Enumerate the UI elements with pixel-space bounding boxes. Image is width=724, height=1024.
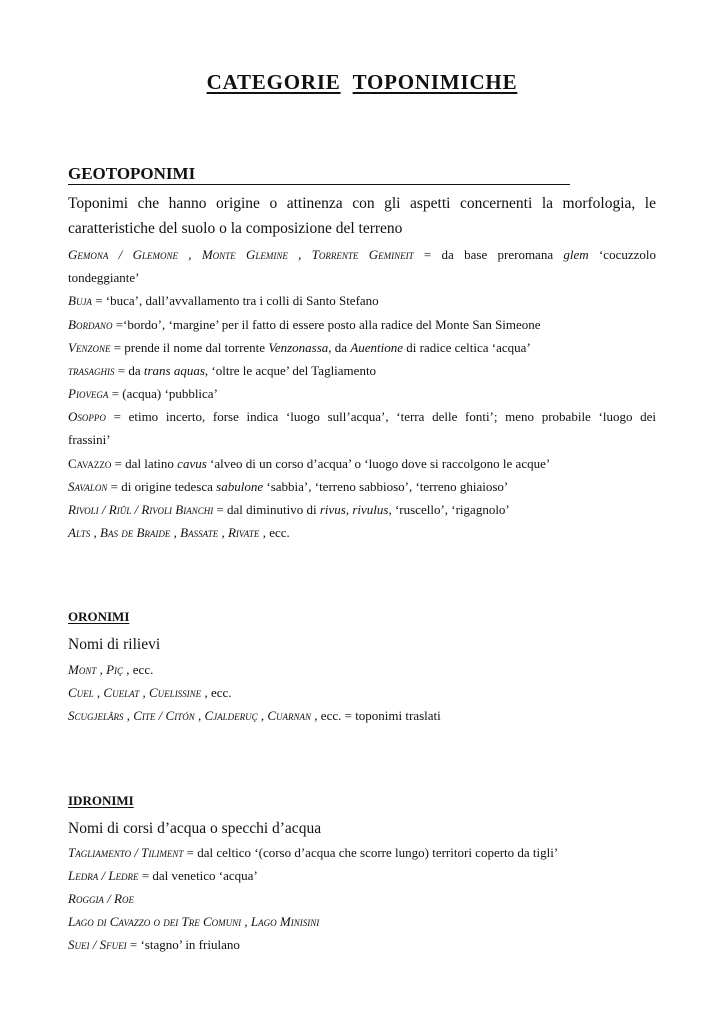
entry-savalon [68,479,656,495]
entry-buja [68,293,656,309]
entry-trasaghis [68,363,656,379]
toponym-etymon: Venzonassa [268,340,329,355]
toponym-desc: = dal celtico ‘(corso d’acqua che scorre lungo) territori coperto da tigli’ [183,845,559,860]
entry-venzone [68,340,656,356]
toponym-desc: = dal latino [111,456,178,471]
toponym-etymon: trans aquas [143,363,205,378]
toponym-name: Roggia / Roe [68,891,134,906]
toponym-name: Ledra / Ledre [68,868,139,883]
toponym-name: Rivoli / Riûl / Rivoli Bianchi [68,502,214,517]
entry-alts [68,525,656,541]
toponym-desc: , ecc. = toponimi traslati [311,708,441,723]
entry-roggia [68,891,656,907]
entry-tagliamento [68,845,656,861]
geotoponimi-intro-line-2: caratteristiche del suolo o la composizione del terreno [68,220,403,237]
toponym-desc: , ecc. [259,525,290,540]
title-word-2: TOPONIMICHE [352,70,518,94]
entry-gemona [68,247,656,263]
toponym-names: Scugjelârs , Cite / Citón , Cjalderuç , Cuarnan [68,708,312,723]
toponym-desc: =‘bordo’, ‘margine’ per il fatto di essere posto alla radice del Monte San Simeone [112,317,541,332]
toponym-names: Alts , Bas de Braide , Bassate , Rivate [68,525,260,540]
idronimi-heading: IDRONIMI [68,793,134,808]
entry-ledra [68,868,656,884]
toponym-desc: = da [114,363,144,378]
entry-bordano [68,317,656,333]
page-title [0,69,724,95]
toponym-desc: , [345,502,353,517]
toponym-desc: = dal diminutivo di [213,502,320,517]
idronimi-intro: Nomi di corsi d’acqua o specchi d’acqua [68,820,322,837]
toponym-name: Suei / Sfuei [68,937,127,952]
toponym-etymon: rivus [319,502,346,517]
toponym-desc: = (acqua) ‘pubblica’ [108,386,218,401]
toponym-name: trasaghis [68,363,115,378]
toponym-names: Cuel , Cuelat , Cuelissine [68,685,202,700]
toponym-desc: ‘cocuzzolo [588,247,656,262]
entry-cuel [68,685,656,701]
toponym-desc: = prende il nome dal torrente [110,340,269,355]
toponym-desc: , ecc. [201,685,232,700]
toponym-desc: = dal venetico ‘acqua’ [138,868,258,883]
entry-rivoli [68,502,656,518]
entry-osoppo [68,409,656,425]
toponym-desc: , ecc. [123,662,154,677]
toponym-desc: da base preromana [441,247,564,262]
toponym-etymon: rivulus [352,502,389,517]
entry-mont [68,662,656,678]
toponym-etymon: Auentione [350,340,404,355]
toponym-name: Piovega [68,386,109,401]
toponym-desc: , ‘ruscello’, ‘rigagnolo’ [388,502,510,517]
entry-scugjelars [68,708,656,724]
entry-lago [68,914,656,930]
toponym-name: Savalon [68,479,108,494]
entry-suei [68,937,656,953]
oronimi-intro: Nomi di rilievi [68,636,161,653]
toponym-name: Cavazzo [68,456,112,471]
toponym-name: Venzone [68,340,111,355]
toponym-name: Osoppo [68,409,106,424]
toponym-etymon: glem [563,247,589,262]
toponym-desc: = ‘stagno’ in friulano [126,937,240,952]
toponym-names: Lago di Cavazzo o dei Tre Comuni , Lago Minisini [68,914,320,929]
toponym-names: Gemona / Glemone , Monte Glemine , Torrente Gemineit [68,247,414,262]
toponym-desc: = ‘buca’, dall’avvallamento tra i colli di Santo Stefano [91,293,379,308]
toponym-name: Bordano [68,317,113,332]
toponym-name: Tagliamento / Tiliment [68,845,184,860]
oronimi-heading: ORONIMI [68,609,130,624]
toponym-desc: , ‘oltre le acque’ del Tagliamento [204,363,377,378]
entry-piovega [68,386,656,402]
toponym-desc: ‘sabbia’, ‘terreno sabbioso’, ‘terreno ghiaioso’ [263,479,509,494]
entry-osoppo-continuation: frassini’ [68,432,111,447]
toponym-name: Buja [68,293,92,308]
geotoponimi-heading: GEOTOPONIMI [68,164,570,185]
geotoponimi-intro-line-1: Toponimi che hanno origine o attinenza con gli aspetti concernenti la morfologia, le [68,195,656,212]
toponym-names: Mont , Piç [68,662,124,677]
entry-cavazzo [68,456,656,472]
entry-gemona-continuation: tondeggiante’ [68,270,140,285]
toponym-desc: , da [328,340,351,355]
toponym-desc: = di origine tedesca [107,479,217,494]
title-word-1: CATEGORIE [206,70,341,94]
toponym-desc: di radice celtica ‘acqua’ [403,340,531,355]
equals-sign: = [413,247,442,262]
toponym-desc: ‘alveo di un corso d’acqua’ o ‘luogo dove si raccolgono le acque’ [206,456,551,471]
toponym-desc: = etimo incerto, forse indica ‘luogo sull’acqua’, ‘terra delle fonti’; meno probabile ‘luogo dei [105,409,656,424]
toponym-etymon: sabulone [216,479,264,494]
toponym-etymon: cavus [177,456,207,471]
